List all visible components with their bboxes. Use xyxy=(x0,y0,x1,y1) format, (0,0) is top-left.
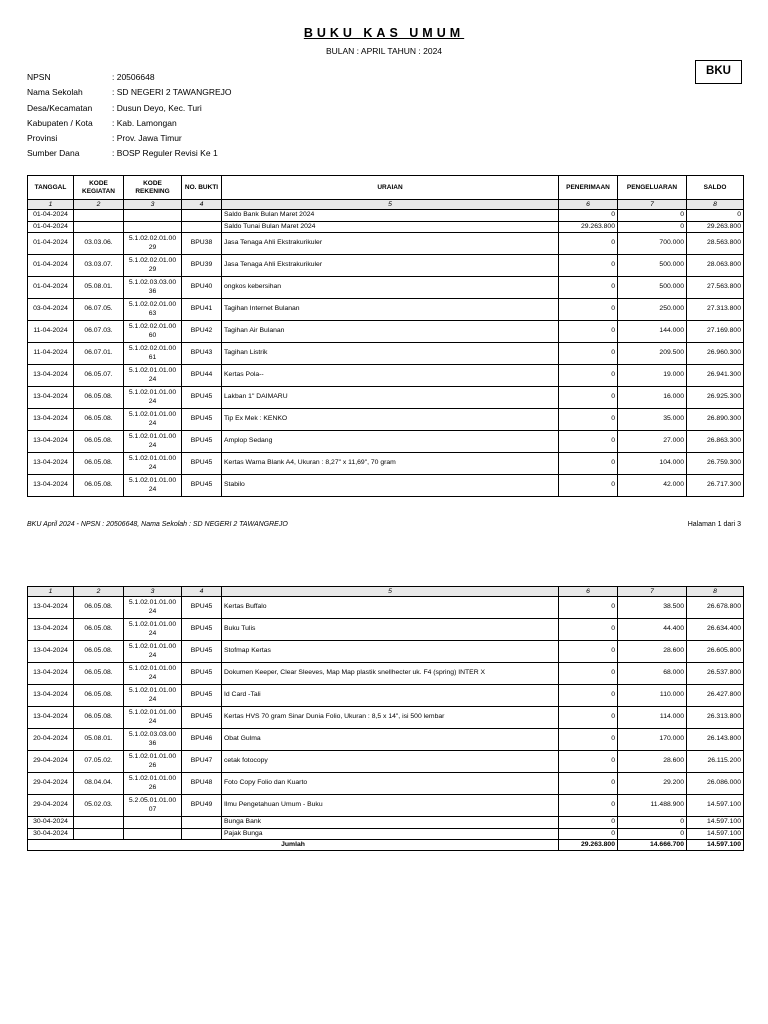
cell-no-bukti: BPU45 xyxy=(182,707,222,729)
cell-kode-kegiatan xyxy=(74,828,124,840)
cell-penerimaan: 0 xyxy=(559,475,618,497)
column-number: 3 xyxy=(124,587,182,597)
cell-kode-rekening: 5.1.02.01.01.00 24 xyxy=(124,453,182,475)
cell-kode-kegiatan: 06.05.08. xyxy=(74,619,124,641)
cell-uraian: Jasa Tenaga Ahli Ekstrakurikuler xyxy=(222,233,559,255)
cell-pengeluaran: 68.000 xyxy=(618,663,687,685)
cell-kode-rekening: 5.2.05.01.01.00 07 xyxy=(124,795,182,817)
cell-no-bukti: BPU45 xyxy=(182,453,222,475)
cell-saldo: 14.597.100 xyxy=(687,795,744,817)
info-label: Kabupaten / Kota xyxy=(27,117,93,128)
table-row xyxy=(28,817,744,829)
cell-pengeluaran: 19.000 xyxy=(618,365,687,387)
cell-penerimaan: 0 xyxy=(559,751,618,773)
cell-uraian: Tip Ex Mek : KENKO xyxy=(222,409,559,431)
cell-saldo: 26.759.300 xyxy=(687,453,744,475)
cell-pengeluaran: 35.000 xyxy=(618,409,687,431)
cell-saldo: 26.863.300 xyxy=(687,431,744,453)
table-row xyxy=(28,619,744,641)
cell-penerimaan: 0 xyxy=(559,299,618,321)
cell-saldo: 26.605.800 xyxy=(687,641,744,663)
cell-penerimaan: 0 xyxy=(559,233,618,255)
col-header-tanggal: TANGGAL xyxy=(28,176,74,200)
info-value: : Kab. Lamongan xyxy=(112,117,177,128)
cell-kode-rekening: 5.1.02.01.01.00 24 xyxy=(124,707,182,729)
cell-no-bukti: BPU49 xyxy=(182,795,222,817)
table-row xyxy=(28,299,744,321)
table-row xyxy=(28,365,744,387)
cell-pengeluaran: 114.000 xyxy=(618,707,687,729)
cell-uraian: Saldo Bank Bulan Maret 2024 xyxy=(222,210,559,222)
column-number: 6 xyxy=(559,587,618,597)
cell-tanggal: 13-04-2024 xyxy=(28,453,74,475)
cell-pengeluaran: 104.000 xyxy=(618,453,687,475)
table-row xyxy=(28,431,744,453)
cell-kode-kegiatan: 05.08.01. xyxy=(74,277,124,299)
column-number: 7 xyxy=(618,200,687,210)
cell-saldo: 29.263.800 xyxy=(687,221,744,233)
col-header-kode-kegiatan: KODE KEGIATAN xyxy=(74,176,124,200)
cell-tanggal: 30-04-2024 xyxy=(28,817,74,829)
cell-tanggal: 29-04-2024 xyxy=(28,773,74,795)
cell-kode-kegiatan: 06.05.08. xyxy=(74,685,124,707)
cell-no-bukti: BPU38 xyxy=(182,233,222,255)
table-row xyxy=(28,828,744,840)
cell-uraian: Stofmap Kertas xyxy=(222,641,559,663)
cell-penerimaan: 0 xyxy=(559,663,618,685)
cell-no-bukti: BPU45 xyxy=(182,685,222,707)
cell-penerimaan: 0 xyxy=(559,729,618,751)
table-row xyxy=(28,475,744,497)
cell-tanggal: 13-04-2024 xyxy=(28,475,74,497)
cell-no-bukti xyxy=(182,828,222,840)
cell-pengeluaran: 250.000 xyxy=(618,299,687,321)
cell-penerimaan: 0 xyxy=(559,343,618,365)
cell-no-bukti: BPU40 xyxy=(182,277,222,299)
cell-kode-kegiatan: 06.05.08. xyxy=(74,597,124,619)
cell-tanggal: 13-04-2024 xyxy=(28,365,74,387)
cell-uraian: Foto Copy Folio dan Kuarto xyxy=(222,773,559,795)
cell-saldo: 14.597.100 xyxy=(687,828,744,840)
info-label: NPSN xyxy=(27,72,51,82)
table-row xyxy=(28,210,744,222)
column-number-row xyxy=(28,200,744,210)
cell-no-bukti: BPU47 xyxy=(182,751,222,773)
cell-kode-kegiatan: 06.05.08. xyxy=(74,409,124,431)
cell-uraian: Lakban 1" DAIMARU xyxy=(222,387,559,409)
cell-tanggal: 13-04-2024 xyxy=(28,641,74,663)
cell-penerimaan: 0 xyxy=(559,707,618,729)
table-row xyxy=(28,233,744,255)
cell-pengeluaran: 29.200 xyxy=(618,773,687,795)
cell-no-bukti: BPU43 xyxy=(182,343,222,365)
cell-pengeluaran: 11.488.900 xyxy=(618,795,687,817)
col-header-kode-rekening: KODE REKENING xyxy=(124,176,182,200)
cell-tanggal: 13-04-2024 xyxy=(28,707,74,729)
cell-penerimaan: 0 xyxy=(559,321,618,343)
cell-kode-kegiatan: 05.02.03. xyxy=(74,795,124,817)
table-row xyxy=(28,409,744,431)
cell-kode-kegiatan: 06.05.08. xyxy=(74,663,124,685)
column-number: 2 xyxy=(74,587,124,597)
cell-penerimaan: 0 xyxy=(559,255,618,277)
column-number: 7 xyxy=(618,587,687,597)
cell-kode-kegiatan: 03.03.06. xyxy=(74,233,124,255)
table-row xyxy=(28,255,744,277)
cell-kode-rekening: 5.1.02.01.01.00 24 xyxy=(124,431,182,453)
cell-saldo: 27.313.800 xyxy=(687,299,744,321)
cell-saldo: 28.063.800 xyxy=(687,255,744,277)
cell-penerimaan: 0 xyxy=(559,431,618,453)
cell-pengeluaran: 44.400 xyxy=(618,619,687,641)
cell-kode-rekening xyxy=(124,817,182,829)
cell-penerimaan: 29.263.800 xyxy=(559,221,618,233)
info-label: Desa/Kecamatan xyxy=(27,102,93,113)
column-number-row xyxy=(28,587,744,597)
cell-saldo: 26.313.800 xyxy=(687,707,744,729)
cell-penerimaan: 0 xyxy=(559,795,618,817)
cell-uraian: Kertas HVS 70 gram Sinar Dunia Folio, Ukuran : 8,5 x 14", isi 500 lembar xyxy=(222,707,559,729)
table-row xyxy=(28,751,744,773)
total-saldo: 14.597.100 xyxy=(687,840,744,851)
cell-uraian: ongkos kebersihan xyxy=(222,277,559,299)
info-value: : 20506648 xyxy=(112,72,155,82)
cell-tanggal: 11-04-2024 xyxy=(28,321,74,343)
cell-no-bukti: BPU46 xyxy=(182,729,222,751)
cell-uraian: Buku Tulis xyxy=(222,619,559,641)
cell-kode-kegiatan: 06.07.05. xyxy=(74,299,124,321)
cell-kode-kegiatan: 06.05.08. xyxy=(74,431,124,453)
cell-no-bukti: BPU45 xyxy=(182,475,222,497)
cell-no-bukti xyxy=(182,221,222,233)
column-number: 4 xyxy=(182,200,222,210)
cell-penerimaan: 0 xyxy=(559,210,618,222)
cell-saldo: 0 xyxy=(687,210,744,222)
cell-penerimaan: 0 xyxy=(559,685,618,707)
cell-kode-rekening xyxy=(124,828,182,840)
table-row xyxy=(28,277,744,299)
cell-uraian: Tagihan Internet Bulanan xyxy=(222,299,559,321)
page-footer-info: BKU April 2024 - NPSN : 20506648, Nama Sekolah : SD NEGERI 2 TAWANGREJO xyxy=(27,521,288,528)
table-row xyxy=(28,641,744,663)
cell-no-bukti: BPU41 xyxy=(182,299,222,321)
cell-kode-rekening: 5.1.02.01.01.00 24 xyxy=(124,597,182,619)
cell-saldo: 26.115.200 xyxy=(687,751,744,773)
column-number: 5 xyxy=(222,587,559,597)
table-row xyxy=(28,663,744,685)
cell-uraian: Bunga Bank xyxy=(222,817,559,829)
cell-pengeluaran: 170.000 xyxy=(618,729,687,751)
cell-tanggal: 03-04-2024 xyxy=(28,299,74,321)
col-header-pengeluaran: PENGELUARAN xyxy=(618,176,687,200)
cell-kode-rekening: 5.1.02.01.01.00 24 xyxy=(124,365,182,387)
cell-saldo: 26.427.800 xyxy=(687,685,744,707)
bku-badge: BKU xyxy=(695,60,742,84)
cell-kode-kegiatan: 06.05.08. xyxy=(74,707,124,729)
col-header-no-bukti: NO. BUKTI xyxy=(182,176,222,200)
cell-tanggal: 01-04-2024 xyxy=(28,277,74,299)
cell-saldo: 26.678.800 xyxy=(687,597,744,619)
cell-penerimaan: 0 xyxy=(559,597,618,619)
cell-uraian: Ilmu Pengetahuan Umum - Buku xyxy=(222,795,559,817)
cell-uraian: Obat Gulma xyxy=(222,729,559,751)
cell-tanggal: 13-04-2024 xyxy=(28,597,74,619)
cell-saldo: 26.890.300 xyxy=(687,409,744,431)
cell-kode-kegiatan: 06.07.01. xyxy=(74,343,124,365)
ledger-body-page-1 xyxy=(28,210,744,497)
info-value: : Dusun Deyo, Kec. Turi xyxy=(112,102,202,113)
cell-tanggal: 13-04-2024 xyxy=(28,619,74,641)
cell-pengeluaran: 0 xyxy=(618,828,687,840)
column-number: 2 xyxy=(74,200,124,210)
cell-kode-rekening xyxy=(124,221,182,233)
cell-kode-rekening: 5.1.02.01.01.00 24 xyxy=(124,619,182,641)
cell-kode-kegiatan: 06.05.08. xyxy=(74,641,124,663)
cell-kode-rekening: 5.1.02.03.03.00 36 xyxy=(124,277,182,299)
cell-uraian: Jasa Tenaga Ahli Ekstrakurikuler xyxy=(222,255,559,277)
total-label: Jumlah xyxy=(28,840,559,851)
cell-tanggal: 13-04-2024 xyxy=(28,409,74,431)
cell-uraian: Saldo Tunai Bulan Maret 2024 xyxy=(222,221,559,233)
cell-tanggal: 13-04-2024 xyxy=(28,663,74,685)
cell-uraian: Id Card -Tali xyxy=(222,685,559,707)
cell-tanggal: 29-04-2024 xyxy=(28,751,74,773)
cell-kode-kegiatan: 06.05.08. xyxy=(74,453,124,475)
cell-kode-rekening: 5.1.02.01.01.00 24 xyxy=(124,641,182,663)
cell-saldo: 27.563.800 xyxy=(687,277,744,299)
cell-saldo: 26.143.800 xyxy=(687,729,744,751)
cell-no-bukti: BPU45 xyxy=(182,387,222,409)
cell-kode-kegiatan: 08.04.04. xyxy=(74,773,124,795)
cell-tanggal: 30-04-2024 xyxy=(28,828,74,840)
cell-uraian: Dokumen Keeper, Clear Sleeves, Map Map plastik snellhecter uk. F4 (spring) INTER X xyxy=(222,663,559,685)
cell-penerimaan: 0 xyxy=(559,365,618,387)
cell-uraian: Kertas Buffalo xyxy=(222,597,559,619)
cell-kode-rekening: 5.1.02.03.03.00 36 xyxy=(124,729,182,751)
cell-penerimaan: 0 xyxy=(559,619,618,641)
cell-tanggal: 01-04-2024 xyxy=(28,233,74,255)
cell-pengeluaran: 0 xyxy=(618,221,687,233)
cell-saldo: 14.597.100 xyxy=(687,817,744,829)
cell-kode-rekening: 5.1.02.02.01.00 63 xyxy=(124,299,182,321)
cell-tanggal: 01-04-2024 xyxy=(28,210,74,222)
cell-pengeluaran: 38.500 xyxy=(618,597,687,619)
page-number: Halaman 1 dari 3 xyxy=(687,521,741,528)
cell-uraian: Amplop Sedang xyxy=(222,431,559,453)
cell-penerimaan: 0 xyxy=(559,409,618,431)
col-header-saldo: SALDO xyxy=(687,176,744,200)
cell-tanggal: 29-04-2024 xyxy=(28,795,74,817)
cell-penerimaan: 0 xyxy=(559,817,618,829)
cell-tanggal: 20-04-2024 xyxy=(28,729,74,751)
column-number: 5 xyxy=(222,200,559,210)
cell-pengeluaran: 144.000 xyxy=(618,321,687,343)
cell-no-bukti xyxy=(182,210,222,222)
table-row xyxy=(28,343,744,365)
cell-kode-rekening: 5.1.02.02.01.00 29 xyxy=(124,233,182,255)
document-title: BUKU KAS UMUM xyxy=(303,26,465,40)
column-number: 6 xyxy=(559,200,618,210)
cell-kode-rekening: 5.1.02.01.01.00 24 xyxy=(124,387,182,409)
cell-kode-rekening: 5.1.02.01.01.00 24 xyxy=(124,475,182,497)
column-number: 1 xyxy=(28,587,74,597)
info-value: : SD NEGERI 2 TAWANGREJO xyxy=(112,87,232,98)
cell-no-bukti: BPU44 xyxy=(182,365,222,387)
cell-penerimaan: 0 xyxy=(559,453,618,475)
ledger-table-page-1 xyxy=(27,175,744,497)
table-row xyxy=(28,221,744,233)
cell-saldo: 26.941.300 xyxy=(687,365,744,387)
column-number: 3 xyxy=(124,200,182,210)
table-row xyxy=(28,321,744,343)
document-subtitle: BULAN : APRIL TAHUN : 2024 xyxy=(325,46,443,56)
cell-kode-rekening xyxy=(124,210,182,222)
cell-uraian: Kertas Warna Blank A4, Ukuran : 8,27" x 11,69", 70 gram xyxy=(222,453,559,475)
table-row xyxy=(28,453,744,475)
ledger-body-page-2 xyxy=(28,597,744,840)
cell-kode-rekening: 5.1.02.01.01.00 24 xyxy=(124,685,182,707)
cell-no-bukti: BPU42 xyxy=(182,321,222,343)
cell-kode-rekening: 5.1.02.01.01.00 26 xyxy=(124,773,182,795)
cell-saldo: 26.960.300 xyxy=(687,343,744,365)
cell-uraian: Pajak Bunga xyxy=(222,828,559,840)
cell-no-bukti xyxy=(182,817,222,829)
cell-saldo: 27.169.800 xyxy=(687,321,744,343)
cell-tanggal: 11-04-2024 xyxy=(28,343,74,365)
column-number: 8 xyxy=(687,587,744,597)
cell-kode-rekening: 5.1.02.01.01.00 24 xyxy=(124,409,182,431)
column-number: 8 xyxy=(687,200,744,210)
cell-penerimaan: 0 xyxy=(559,773,618,795)
col-header-uraian: URAIAN xyxy=(222,176,559,200)
cell-saldo: 28.563.800 xyxy=(687,233,744,255)
ledger-table-page-2 xyxy=(27,586,744,851)
cell-tanggal: 01-04-2024 xyxy=(28,221,74,233)
cell-uraian: Tagihan Listrik xyxy=(222,343,559,365)
cell-pengeluaran: 28.600 xyxy=(618,641,687,663)
total-penerimaan: 29.263.800 xyxy=(559,840,618,851)
cell-saldo: 26.925.300 xyxy=(687,387,744,409)
cell-uraian: Kertas Pola-- xyxy=(222,365,559,387)
table-header-row xyxy=(28,176,744,200)
table-row xyxy=(28,707,744,729)
cell-pengeluaran: 0 xyxy=(618,210,687,222)
table-row xyxy=(28,685,744,707)
info-label: Nama Sekolah xyxy=(27,87,83,98)
info-label: Provinsi xyxy=(27,133,58,144)
cell-pengeluaran: 27.000 xyxy=(618,431,687,453)
cell-kode-kegiatan: 06.07.03. xyxy=(74,321,124,343)
cell-no-bukti: BPU45 xyxy=(182,431,222,453)
cell-pengeluaran: 500.000 xyxy=(618,277,687,299)
info-value: : Prov. Jawa Timur xyxy=(112,133,182,144)
cell-pengeluaran: 0 xyxy=(618,817,687,829)
cell-kode-kegiatan xyxy=(74,221,124,233)
cell-tanggal: 13-04-2024 xyxy=(28,685,74,707)
cell-uraian: Tagihan Air Bulanan xyxy=(222,321,559,343)
cell-saldo: 26.634.400 xyxy=(687,619,744,641)
cell-pengeluaran: 700.000 xyxy=(618,233,687,255)
column-number: 4 xyxy=(182,587,222,597)
cell-penerimaan: 0 xyxy=(559,828,618,840)
cell-kode-rekening: 5.1.02.01.01.00 24 xyxy=(124,663,182,685)
cell-kode-kegiatan: 06.05.08. xyxy=(74,387,124,409)
total-pengeluaran: 14.666.700 xyxy=(618,840,687,851)
total-row xyxy=(28,840,744,851)
cell-tanggal: 13-04-2024 xyxy=(28,387,74,409)
cell-kode-kegiatan: 06.05.07. xyxy=(74,365,124,387)
cell-tanggal: 13-04-2024 xyxy=(28,431,74,453)
cell-pengeluaran: 42.000 xyxy=(618,475,687,497)
cell-kode-kegiatan: 05.08.01. xyxy=(74,729,124,751)
info-value: : BOSP Reguler Revisi Ke 1 xyxy=(112,148,218,159)
table-row xyxy=(28,729,744,751)
cell-penerimaan: 0 xyxy=(559,641,618,663)
cell-kode-kegiatan xyxy=(74,210,124,222)
cell-no-bukti: BPU45 xyxy=(182,641,222,663)
cell-uraian: cetak fotocopy xyxy=(222,751,559,773)
cell-pengeluaran: 16.000 xyxy=(618,387,687,409)
cell-saldo: 26.717.300 xyxy=(687,475,744,497)
table-row xyxy=(28,387,744,409)
cell-uraian: Stabilo xyxy=(222,475,559,497)
cell-kode-rekening: 5.1.02.02.01.00 29 xyxy=(124,255,182,277)
cell-kode-kegiatan: 03.03.07. xyxy=(74,255,124,277)
cell-kode-rekening: 5.1.02.02.01.00 60 xyxy=(124,321,182,343)
cell-pengeluaran: 500.000 xyxy=(618,255,687,277)
cell-no-bukti: BPU45 xyxy=(182,597,222,619)
cell-kode-kegiatan xyxy=(74,817,124,829)
col-header-penerimaan: PENERIMAAN xyxy=(559,176,618,200)
cell-kode-kegiatan: 07.05.02. xyxy=(74,751,124,773)
cell-no-bukti: BPU48 xyxy=(182,773,222,795)
table-row xyxy=(28,773,744,795)
cell-pengeluaran: 209.500 xyxy=(618,343,687,365)
cell-no-bukti: BPU45 xyxy=(182,409,222,431)
cell-pengeluaran: 28.600 xyxy=(618,751,687,773)
column-number: 1 xyxy=(28,200,74,210)
cell-penerimaan: 0 xyxy=(559,387,618,409)
cell-no-bukti: BPU45 xyxy=(182,663,222,685)
cell-saldo: 26.086.000 xyxy=(687,773,744,795)
cell-penerimaan: 0 xyxy=(559,277,618,299)
cell-kode-rekening: 5.1.02.02.01.00 61 xyxy=(124,343,182,365)
cell-pengeluaran: 110.000 xyxy=(618,685,687,707)
cell-tanggal: 01-04-2024 xyxy=(28,255,74,277)
info-label: Sumber Dana xyxy=(27,148,80,159)
cell-kode-rekening: 5.1.02.01.01.00 26 xyxy=(124,751,182,773)
cell-no-bukti: BPU39 xyxy=(182,255,222,277)
cell-kode-kegiatan: 06.05.08. xyxy=(74,475,124,497)
cell-saldo: 26.537.800 xyxy=(687,663,744,685)
table-row xyxy=(28,795,744,817)
table-row xyxy=(28,597,744,619)
cell-no-bukti: BPU45 xyxy=(182,619,222,641)
